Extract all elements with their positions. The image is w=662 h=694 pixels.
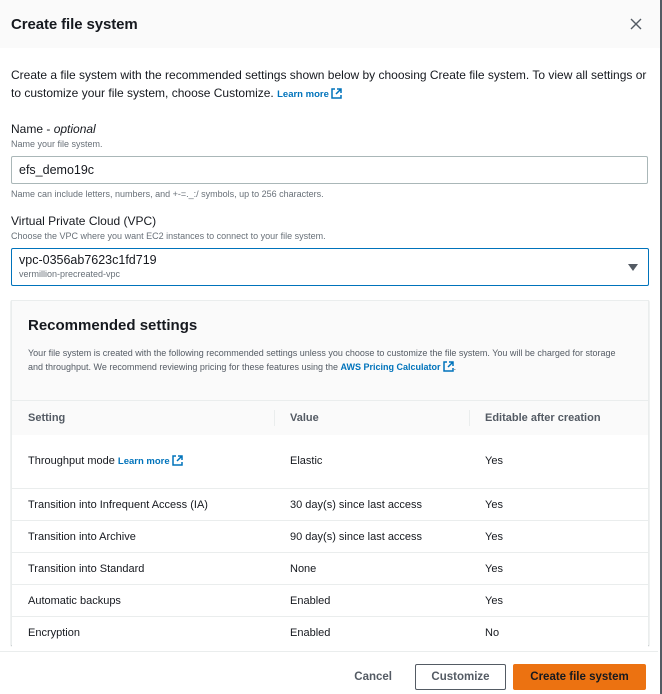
column-header-value: Value <box>274 401 469 435</box>
name-input[interactable] <box>11 156 648 184</box>
external-link-icon <box>443 361 454 372</box>
vpc-label: Virtual Private Cloud (VPC) <box>11 214 157 228</box>
table-row <box>12 435 648 489</box>
pricing-calculator-link[interactable]: AWS Pricing Calculator <box>341 362 454 372</box>
external-link-icon <box>331 88 342 99</box>
table-header-row <box>12 401 648 435</box>
modal-title: Create file system <box>11 15 138 33</box>
settings-table <box>12 400 648 649</box>
value-cell: Enabled <box>274 617 469 649</box>
table-row <box>12 489 648 521</box>
name-description: Name your file system. <box>11 139 103 149</box>
vpc-description: Choose the VPC where you want EC2 instances to connect to your file system. <box>11 231 326 241</box>
close-button[interactable] <box>626 14 646 34</box>
setting-cell: Transition into Standard <box>12 553 274 585</box>
setting-cell: Automatic backups <box>12 585 274 617</box>
setting-cell: Transition into Archive <box>12 521 274 553</box>
column-header-editable: Editable after creation <box>469 401 648 435</box>
intro-text: Create a file system with the recommended settings shown below by choosing Create file system. To view all settings or to customize your file system, choose Customize. Learn more <box>11 68 647 100</box>
editable-cell: Yes <box>469 435 648 489</box>
table-row <box>12 585 648 617</box>
setting-cell: Throughput mode Learn more <box>12 435 274 489</box>
recommended-description: Your file system is created with the following recommended settings unless you choose to customize the file system. You will be charged for storage and throughput. We recommend reviewing pricing for these features using the AWS Pricing Calculator . <box>28 348 616 372</box>
customize-button[interactable]: Customize <box>415 664 506 690</box>
vpc-field <box>11 214 649 286</box>
editable-cell: Yes <box>469 521 648 553</box>
name-label: Name - optional <box>11 122 96 136</box>
editable-cell: Yes <box>469 553 648 585</box>
modal-header <box>0 0 660 48</box>
throughput-learn-more-link[interactable]: Learn more <box>118 456 183 467</box>
value-cell: None <box>274 553 469 585</box>
caret-down-icon <box>628 264 638 271</box>
vpc-selected-id: vpc-0356ab7623c1fd719 <box>19 253 157 267</box>
modal-footer <box>339 664 646 690</box>
value-cell: Elastic <box>274 435 469 489</box>
editable-cell: Yes <box>469 489 648 521</box>
close-icon <box>630 18 642 30</box>
editable-cell: No <box>469 617 648 649</box>
value-cell: Enabled <box>274 585 469 617</box>
recommended-title: Recommended settings <box>28 317 198 334</box>
external-link-icon <box>172 455 183 466</box>
recommended-header <box>12 301 648 400</box>
name-field <box>11 122 649 200</box>
recommended-settings-panel <box>11 300 649 645</box>
table-row <box>12 617 648 649</box>
vpc-selected-name: vermillion-precreated-vpc <box>19 269 121 279</box>
table-row <box>12 521 648 553</box>
name-constraint: Name can include letters, numbers, and +-=._:/ symbols, up to 256 characters. <box>11 189 324 199</box>
learn-more-link[interactable]: Learn more <box>277 89 342 100</box>
modal-body <box>0 48 660 645</box>
table-row <box>12 553 648 585</box>
cancel-button[interactable]: Cancel <box>339 664 407 690</box>
column-header-setting: Setting <box>12 401 274 435</box>
vpc-select[interactable] <box>11 248 649 286</box>
value-cell: 90 day(s) since last access <box>274 521 469 553</box>
footer-divider <box>0 651 658 652</box>
setting-cell: Encryption <box>12 617 274 649</box>
setting-cell: Transition into Infrequent Access (IA) <box>12 489 274 521</box>
create-file-system-button[interactable]: Create file system <box>513 664 646 690</box>
value-cell: 30 day(s) since last access <box>274 489 469 521</box>
editable-cell: Yes <box>469 585 648 617</box>
